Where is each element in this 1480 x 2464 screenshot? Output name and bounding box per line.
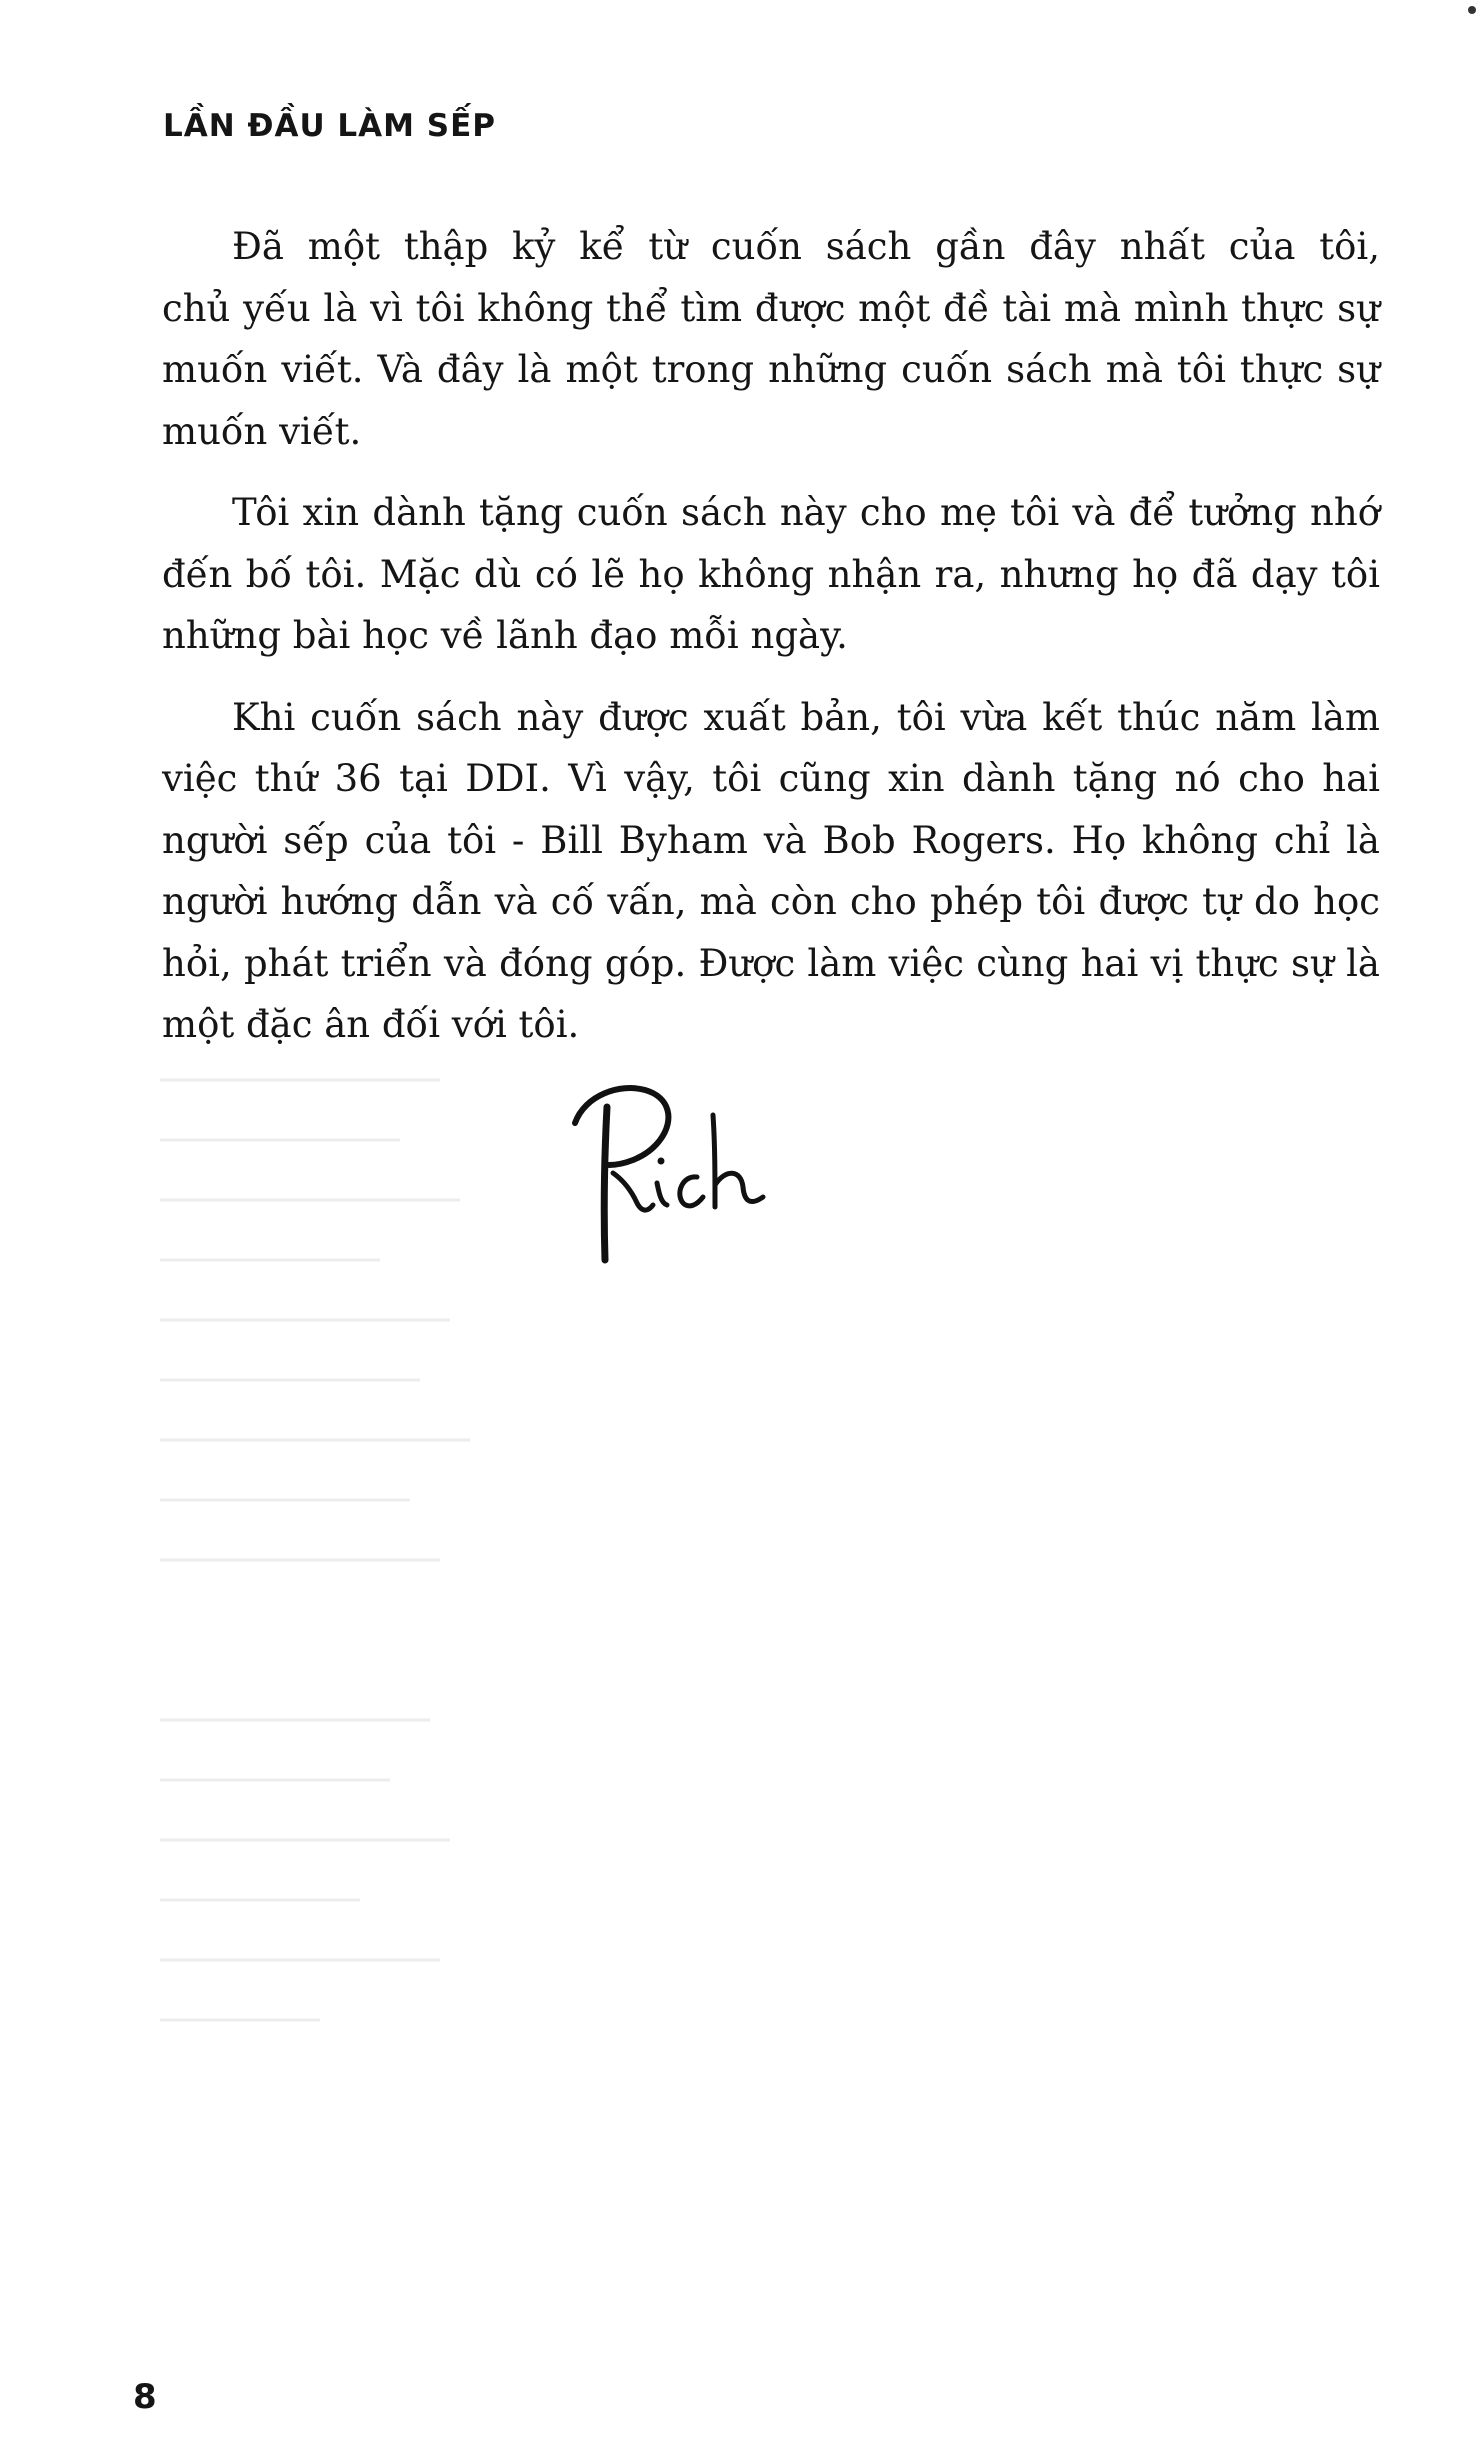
page-number: 8 [133, 2377, 157, 2417]
text-line: người sếp của tôi - Bill Byham và Bob Rogers. Họ không chỉ là [162, 818, 1380, 862]
dedication-text [162, 216, 1380, 1076]
paragraph-1 [162, 216, 1380, 462]
text-line: hỏi, phát triển và đóng góp. Được làm việc cùng hai vị thực sự là [162, 941, 1380, 985]
text-line: Tôi xin dành tặng cuốn sách này cho mẹ tôi và để tưởng nhớ [232, 491, 1380, 534]
running-header: LẦN ĐẦU LÀM SẾP [163, 108, 497, 144]
scan-speck [1468, 6, 1476, 14]
text-line: việc thứ 36 tại DDI. Vì vậy, tôi cũng xin dành tặng nó cho hai [162, 757, 1380, 800]
text-line: Đã một thập kỷ kể từ cuốn sách gần đây nhất của tôi, [232, 225, 1380, 268]
text-line: đến bố tôi. Mặc dù có lẽ họ không nhận ra, nhưng họ đã dạy tôi [162, 552, 1380, 596]
text-line: Khi cuốn sách này được xuất bản, tôi vừa kết thúc năm làm [232, 695, 1380, 739]
text-line: một đặc ân đối với tôi. [162, 1003, 580, 1046]
show-through-texture [140, 1040, 1340, 2340]
text-line: chủ yếu là vì tôi không thể tìm được một đề tài mà mình thực sự [162, 286, 1380, 330]
text-line: muốn viết. [162, 409, 362, 453]
paragraph-3 [162, 687, 1380, 1056]
paragraph-2 [162, 482, 1380, 667]
text-line: người hướng dẫn và cố vấn, mà còn cho phép tôi được tự do học [162, 880, 1380, 923]
text-line: những bài học về lãnh đạo mỗi ngày. [162, 614, 848, 657]
text-line: muốn viết. Và đây là một trong những cuốn sách mà tôi thực sự [162, 348, 1380, 391]
